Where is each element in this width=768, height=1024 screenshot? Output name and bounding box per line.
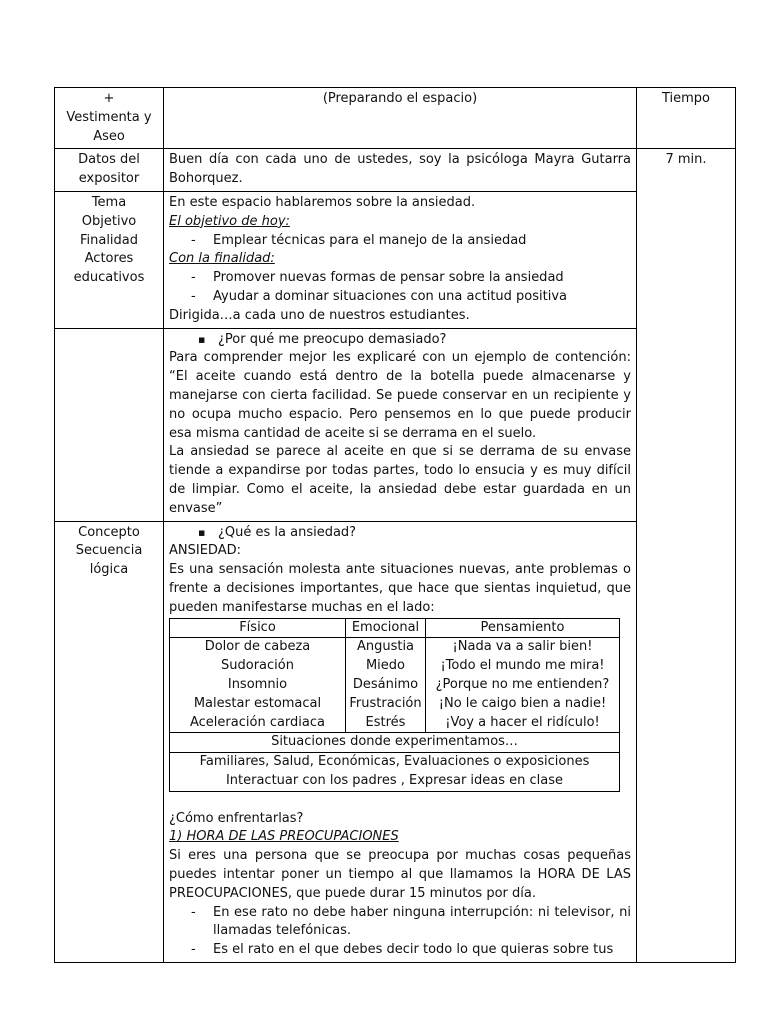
- table-row: [55, 521, 736, 963]
- time-header: Tiempo: [661, 91, 711, 106]
- concept-heading: ANSIEDAD:: [169, 543, 241, 559]
- time-cell: [637, 149, 736, 963]
- row-label-line: +: [103, 91, 115, 106]
- audience-text: Dirigida…a cada uno de nuestros estudiantes.: [169, 307, 470, 323]
- table-row: [170, 638, 620, 733]
- table-cell: Angustia Miedo Desánimo Frustración Estrés: [346, 638, 426, 733]
- table-cell: Dolor de cabeza Sudoración Insomnio Malestar estomacal Aceleración cardiaca: [170, 638, 346, 733]
- section-title: 1) HORA DE LAS PREOCUPACIONES: [169, 829, 399, 845]
- content-cell: [164, 191, 637, 328]
- session-plan-table: [54, 87, 736, 963]
- paragraph: Para comprender mejor les explicaré con un ejemplo de contención: “El aceite cuando está dentro de la botella puede almacenarse y manejarse con cierta facilidad. Se puede conservar en un recipiente y no ocupa mucho espacio. Pero pensemos en lo que puede producir esa misma cantidad de aceite si se derrama en el suelo.: [169, 350, 631, 441]
- situations-title: Situaciones donde experimentamos…: [170, 733, 620, 753]
- row-label-line: Datos del: [78, 152, 140, 168]
- content-cell: [164, 521, 637, 963]
- definition-text: Es una sensación molesta ante situaciones nuevas, ante problemas o frente a decisiones importantes, que hace que sientas inquietud, que pueden manifestarse muchas en el lado:: [169, 562, 631, 615]
- table-row: [55, 88, 736, 149]
- bullet-question: ▪ ¿Qué es la ansiedad?: [169, 524, 631, 543]
- row-label-cell: [55, 521, 164, 963]
- row-label-line: Vestimenta y: [66, 109, 152, 125]
- content-cell: [164, 88, 637, 149]
- row-label-cell: [55, 88, 164, 149]
- paragraph: La ansiedad se parece al aceite en que si se derrama de su envase tiende a expandirse por todas partes, todo lo ensucia y es muy difícil de limpiar. Como el aceite, la ansiedad debe estar guardada en un envase”: [169, 444, 631, 516]
- table-row: [55, 191, 736, 328]
- section-text: Si eres una persona que se preocupa por muchas cosas pequeñas puedes intentar poner un tiempo al que llamamos la HORA DE LAS PREOCUPACIONES, que puede durar 15 minutos por día.: [169, 848, 631, 901]
- row-label-line: Concepto: [78, 524, 140, 540]
- row-label-cell: [55, 149, 164, 192]
- row-label-line: lógica: [89, 562, 129, 578]
- symptoms-table: [169, 618, 620, 792]
- list-item: - Promover nuevas formas de pensar sobre la ansiedad: [169, 269, 631, 288]
- row-label-line: Aseo: [93, 128, 125, 144]
- topic-text: En este espacio hablaremos sobre la ansiedad.: [169, 194, 476, 210]
- table-row: [170, 733, 620, 753]
- table-row: [170, 753, 620, 792]
- row-label-line: Actores: [84, 251, 134, 267]
- column-header: Emocional: [346, 618, 426, 638]
- time-cell: [637, 88, 736, 149]
- list-item: - En ese rato no debe haber ninguna interrupción: ni televisor, ni llamadas telefónicas.: [169, 904, 631, 942]
- table-row: [55, 328, 736, 521]
- list-item: - Emplear técnicas para el manejo de la ansiedad: [169, 232, 631, 251]
- list-item: - Ayudar a dominar situaciones con una actitud positiva: [169, 288, 631, 307]
- table-row: [55, 149, 736, 192]
- content-cell: [164, 328, 637, 521]
- row-label-cell: [55, 328, 164, 521]
- content-cell: [164, 149, 637, 192]
- situations-cell: Familiares, Salud, Económicas, Evaluaciones o exposiciones Interactuar con los padres , Expresar ideas en clase: [170, 753, 620, 792]
- row-label-line: educativos: [73, 270, 145, 286]
- list-item: - Es el rato en el que debes decir todo lo que quieras sobre tus: [169, 941, 631, 960]
- bullet-question: ▪ ¿Por qué me preocupo demasiado?: [169, 331, 631, 350]
- table-cell: ¡Nada va a salir bien! ¡Todo el mundo me mira! ¿Porque no me entienden? ¡No le caigo bien a nadie! ¡Voy a hacer el ridículo!: [426, 638, 620, 733]
- row-label-line: Objetivo: [81, 213, 137, 229]
- row-label-line: Secuencia: [75, 543, 143, 559]
- duration-value: 7 min.: [665, 152, 707, 168]
- row-label-line: Finalidad: [79, 232, 139, 248]
- row-label-line: Tema: [91, 194, 127, 210]
- objective-label: El objetivo de hoy:: [169, 213, 290, 229]
- document-page: [54, 87, 736, 963]
- presenter-intro: Buen día con cada uno de ustedes, soy la psicóloga Mayra Gutarra Bohorquez.: [169, 152, 631, 187]
- table-header-row: [170, 618, 620, 638]
- section-heading: (Preparando el espacio): [322, 91, 478, 106]
- coping-question: ¿Cómo enfrentarlas?: [169, 810, 304, 826]
- column-header: Pensamiento: [426, 618, 620, 638]
- row-label-line: expositor: [78, 171, 140, 187]
- purpose-label: Con la finalidad:: [169, 251, 275, 267]
- column-header: Físico: [170, 618, 346, 638]
- row-label-cell: [55, 191, 164, 328]
